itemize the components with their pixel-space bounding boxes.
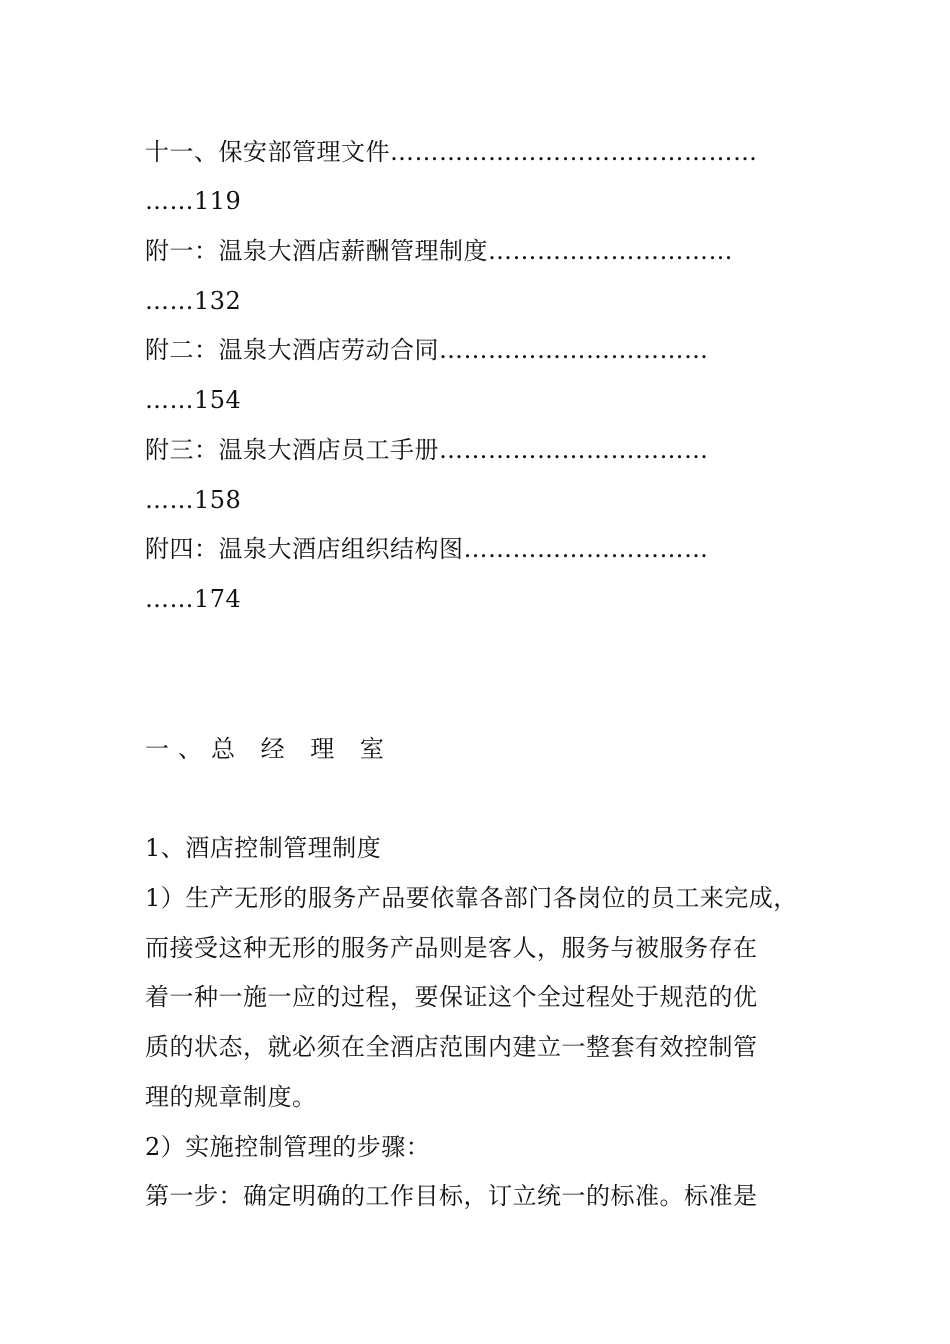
toc-entry-title: 附二：温泉大酒店劳动合同……………………………: [145, 336, 709, 364]
paragraph-line: 1）生产无形的服务产品要依靠各部门各岗位的员工来完成，: [145, 884, 798, 912]
toc-entry-page: ……158: [145, 486, 242, 514]
section-heading: 一、总 经 理 室: [145, 735, 393, 763]
toc-entry-title: 十一、保安部管理文件………………………………………: [145, 138, 758, 166]
toc-entry-title: 附三：温泉大酒店员工手册……………………………: [145, 436, 709, 464]
toc-entry-page: ……174: [145, 585, 242, 613]
toc-entry-page: ……154: [145, 386, 242, 414]
step-line: 第一步：确定明确的工作目标，订立统一的标准。标准是: [145, 1182, 758, 1210]
paragraph-line: 着一种一施一应的过程，要保证这个全过程处于规范的优: [145, 983, 758, 1011]
paragraph-line: 理的规章制度。: [145, 1083, 317, 1111]
paragraph-line: 而接受这种无形的服务产品则是客人，服务与被服务存在: [145, 934, 758, 962]
toc-entry-title: 附四：温泉大酒店组织结构图…………………………: [145, 535, 709, 563]
toc-entry-page: ……119: [145, 187, 242, 215]
paragraph-line: 质的状态，就必须在全酒店范围内建立一整套有效控制管: [145, 1033, 758, 1061]
toc-entry-title: 附一：温泉大酒店薪酬管理制度…………………………: [145, 237, 733, 265]
list-item-heading: 2）实施控制管理的步骤：: [145, 1133, 431, 1161]
subsection-heading: 1、酒店控制管理制度: [145, 834, 382, 862]
toc-entry-page: ……132: [145, 287, 242, 315]
